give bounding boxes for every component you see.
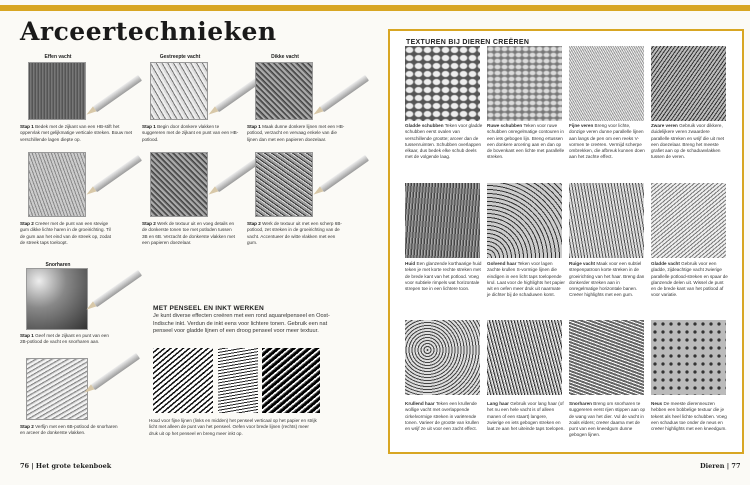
sketch-step2 — [28, 152, 86, 217]
texture-title: Golvend haar — [487, 261, 517, 266]
pencil-illustration — [93, 75, 142, 112]
texture-image — [569, 46, 644, 121]
step1-caption — [20, 124, 135, 143]
step2-caption — [142, 221, 237, 247]
texture-caption — [651, 401, 729, 432]
texture-image — [487, 46, 562, 121]
texture-image — [651, 183, 726, 258]
texture-text: Maak voor een subtiel strepenpatroon korte streken in de groeirichting van het haar. Breng dan donkerder streken aan in onregelmatige horizontale banen. Creëer highlights met een gum. — [569, 261, 645, 298]
ink-sample-fine — [153, 348, 213, 413]
step-text: Werk de textuur uit en voeg details en de donkerste tonen toe met potloden tussen 3B en 6B. Verzacht de donkerste vlakken met een papieren doezelaar. — [142, 221, 235, 246]
texture-title: Huid — [405, 261, 416, 266]
texture-caption — [487, 261, 565, 299]
texture-title: Krullend haar — [405, 401, 435, 406]
texture-caption — [569, 123, 647, 161]
texture-text: Teken voor gladde schubben eerst ovalen van verschillende grootte; arceer dan de tussenruimten. Schubben overlappen elkaar, dus bedek elke schub deels met de volgende laag. — [405, 123, 483, 160]
step-label: Stap 2 — [142, 221, 156, 226]
texture-caption — [487, 401, 565, 432]
sketch-step1 — [28, 62, 86, 120]
texture-caption — [487, 123, 565, 161]
texture-text: Teken voor ruwe schubben onregelmatige contouren in een iets gebogen lijn. Breng ertussen een donkere arcering aan en dan op de bovenkant een lichte met parallelle streken. — [487, 123, 565, 160]
texture-text: Een glanzende korthaarige huid teken je met korte rechte streken met de brede kant van het potlood. Voeg voor subtiele rimpels wat horizontale strepen toe in een lichtere toon. — [405, 261, 482, 292]
texture-image — [569, 320, 644, 395]
right-footer: Dieren | 77 — [700, 462, 741, 470]
snorharen-sketch-1 — [26, 268, 88, 330]
texture-title: Fijne veren — [569, 123, 594, 128]
texture-text: De meeste dierenneuzen hebben een bobbelige textuur die je tekent als heel lichte schubben. Voeg een schaduw toe onder de neus en creëer highlights met een kneedgum. — [651, 401, 727, 432]
sketch-step2 — [150, 152, 208, 217]
step-label: Stap 2 — [20, 424, 34, 429]
snorharen-sketch-2 — [26, 358, 88, 420]
texture-text: Teken een krullende wollige vacht met overlappende cirkelvormige streken in variërende tonen. Varieer de grootte van krullen en wrijf ze uit voor een zacht effect. — [405, 401, 479, 432]
texture-image — [569, 183, 644, 258]
texture-caption — [405, 123, 483, 161]
step1-caption — [142, 124, 242, 143]
pencil-illustration — [93, 270, 142, 307]
step-text: Verfijn met een 6B-potlood de snorharen en arceer de donkerste vlakken. — [20, 424, 118, 436]
pencil-illustration — [320, 75, 369, 112]
texture-title: Gladde vacht — [651, 261, 680, 266]
ink-sample-middle — [218, 348, 258, 413]
sketch-step1 — [150, 62, 208, 120]
column-label: Gestreepte vacht — [159, 54, 201, 60]
step-text: Begin door donkere vlakken te suggereren met de zijkant en punt van een HB-potlood. — [142, 124, 239, 142]
step-text: Creëer met de punt van een stevige gum dikke lichte haren in de groeirichting. Til de gum aan het eind van de streek op, zodat de streek taps toeloopt. — [20, 221, 111, 246]
texture-text: Gebruik voor lang haar (of het nu een hele vacht is of alleen manen of een staart) langere, zwierige en iets gebogen streken en laat ze aan het uiteinde taps toelopen. — [487, 401, 565, 432]
sketch-step1 — [255, 62, 313, 120]
step-label: Stap 1 — [247, 124, 261, 129]
texture-title: Lang haar — [487, 401, 509, 406]
left-footer: 76 | Het grote tekenboek — [20, 462, 112, 470]
texture-text: Gebruik voor een gladde, zijdeachtige vacht zwierige parallelle potlood-streken en spaar de glanzende delen uit. Wissel de punt en de brede kant van het potlood af voor variatie. — [651, 261, 728, 298]
step2-caption — [247, 221, 342, 247]
texture-title: Ruige vacht — [569, 261, 596, 266]
pencil-illustration — [320, 155, 369, 192]
textures-heading: TEXTUREN BIJ DIEREN CREËREN — [406, 39, 530, 46]
snorharen-label: Snorharen — [45, 262, 71, 268]
texture-text: Gebruik voor dikkere, duidelijkere veren zwaardere parallelle streken en wrijf die uit met een doezelaar. Breng het meeste grafiet aan op de schaduwvlakken tussen de veren. — [651, 123, 725, 160]
column-label: Dikke vacht — [271, 54, 299, 60]
page-title: Arceertechnieken — [20, 17, 277, 46]
step-text: Geef met de zijkant en punt van een 2B-potlood de vacht en snorharen aan. — [20, 333, 109, 345]
textures-panel — [388, 29, 744, 454]
sketch-step2 — [255, 152, 313, 217]
step-label: Stap 1 — [20, 124, 34, 129]
texture-title: Snorharen — [569, 401, 592, 406]
step-label: Stap 1 — [142, 124, 156, 129]
texture-image — [487, 320, 562, 395]
texture-image — [651, 46, 726, 121]
snorharen-step1 — [20, 333, 110, 346]
texture-title: Gladde schubben — [405, 123, 444, 128]
texture-title: Ruwe schubben — [487, 123, 523, 128]
texture-text: Teken voor lagen zachte krullen S-vormige lijnen die eindigen in een licht taps toelopende krul. Laat voor de highlights het papier wit en oefen meer druk uit naarmate je dichter bij de schaduwen komt. — [487, 261, 565, 298]
ink-sample-broad — [262, 348, 320, 413]
texture-image — [405, 46, 480, 121]
step-text: Maak dunne donkere lijnen met een HB-potlood, verzacht en vervaag enkele van die lijnen dan met een papieren doezelaar. — [247, 124, 345, 142]
texture-title: Zware veren — [651, 123, 678, 128]
texture-caption — [569, 261, 647, 299]
texture-title: Neus — [651, 401, 663, 406]
ink-heading: MET PENSEEL EN INKT WERKEN — [153, 305, 264, 312]
texture-caption — [405, 261, 483, 292]
texture-image — [651, 320, 726, 395]
column-label: Effen vacht — [44, 54, 72, 60]
step-text: Bedek met de zijkant van een HB-stift het oppervlak met gelijkmatige verticale streken. Bouw met verschillende lagen diepte op. — [20, 124, 133, 142]
pencil-illustration — [93, 155, 142, 192]
step1-caption — [247, 124, 347, 143]
step-text: Werk de textuur uit met een scherp 6B-potlood, zet streken in de groeirichting van de vacht. Accentueer de witte vlakken met een gum. — [247, 221, 342, 246]
texture-text: Breng voor lichte, donzige veren dunne parallelle lijnen aan langs de pen om een reeks V-vormen te creëren. Vermijd scherpe ombrekken, die afbreuk kunnen doen aan het zachte effect. — [569, 123, 645, 160]
texture-image — [405, 320, 480, 395]
step2-caption — [20, 221, 115, 247]
texture-caption — [569, 401, 647, 439]
ink-body: Je kunt diverse effecten creëren met een rond aquarelpenseel en Oost-Indische inkt. Verdun de inkt eens voor lichtere tonen. Gebruik een nat penseel voor gladde lijnen of een droog penseel voor meer textuur. — [153, 313, 330, 335]
texture-image — [405, 183, 480, 258]
texture-text: Breng om snorharen te suggereren eerst rijen stippen aan op de wang van het dier. Vul de vacht in zoals elders; creëer daarna met de punt van een kneedgum dunne gebogen lijnen. — [569, 401, 646, 438]
texture-image — [487, 183, 562, 258]
texture-caption — [405, 401, 483, 432]
ink-caption: Houd voor fijne lijnen (links en midden) het penseel verticaal op het papier en strijk licht met alleen de punt van het penseel. Oefen voor brede lijnen (rechts) meer druk uit op het penseel en breng meer inkt op. — [149, 418, 317, 436]
step-label: Stap 2 — [20, 221, 34, 226]
step-label: Stap 2 — [247, 221, 261, 226]
texture-caption — [651, 123, 729, 161]
texture-caption — [651, 261, 729, 299]
pencil-illustration — [91, 353, 140, 390]
snorharen-step2 — [20, 424, 120, 437]
top-accent-bar — [0, 5, 750, 11]
step-label: Stap 1 — [20, 333, 34, 338]
